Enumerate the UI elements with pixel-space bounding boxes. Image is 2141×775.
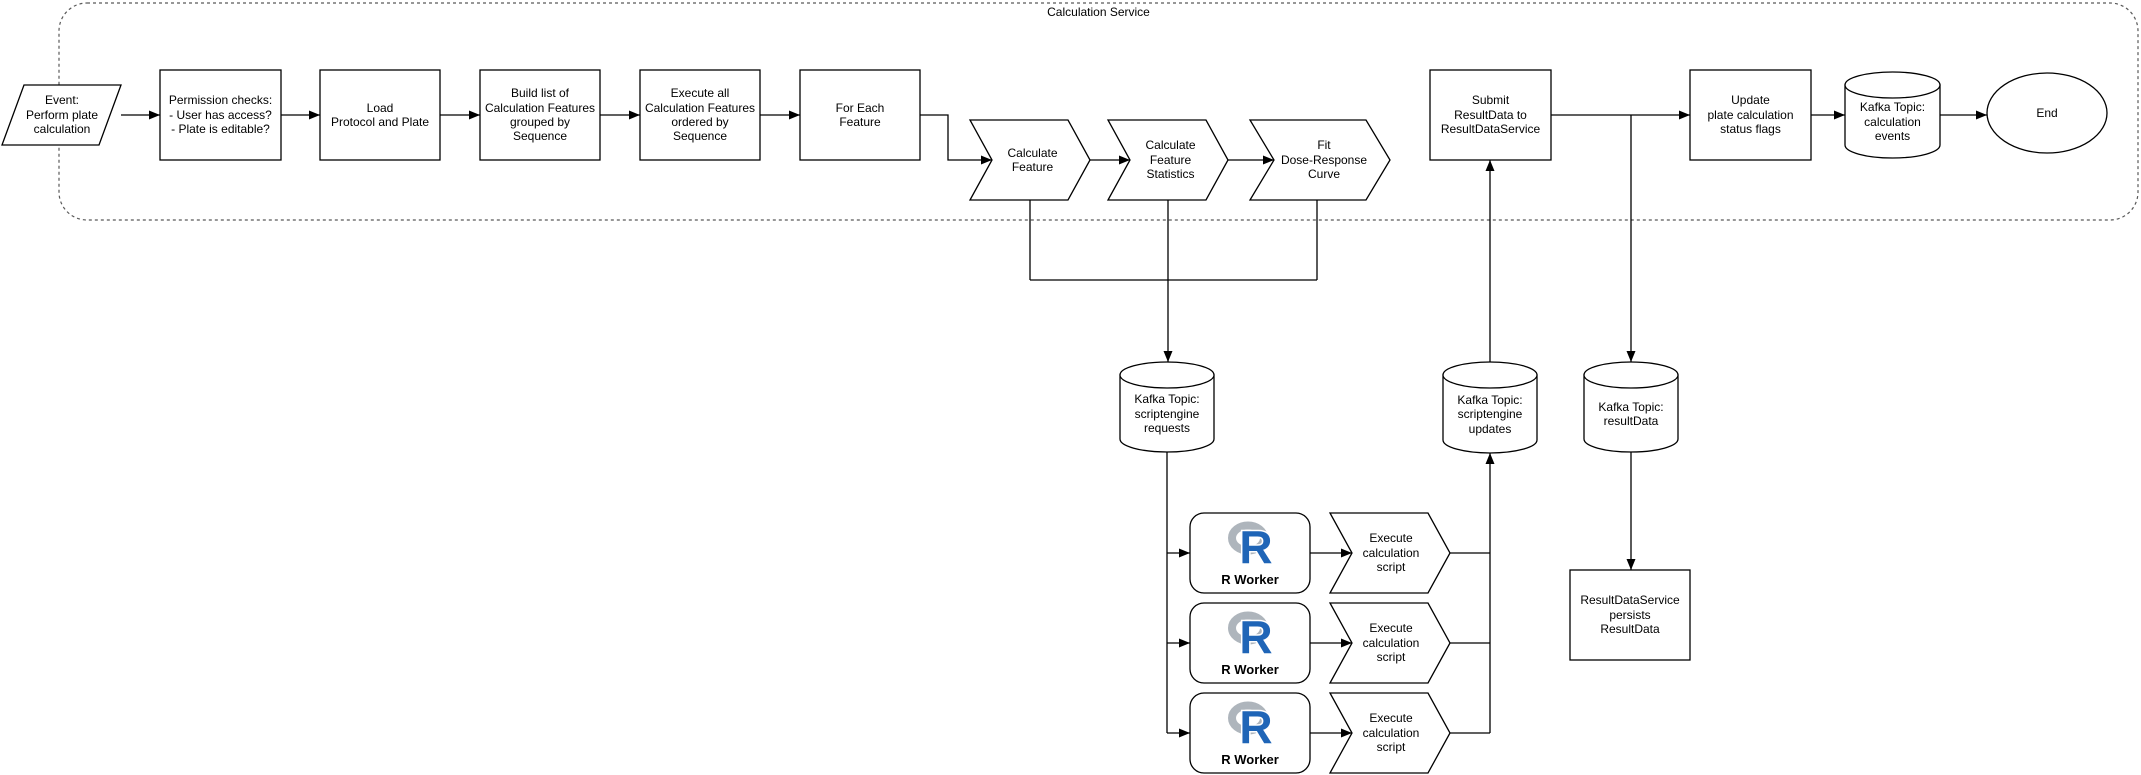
calculation-service-title: Calculation Service (1047, 5, 1150, 19)
load-protocol-box-shape (320, 70, 440, 160)
event-label: Event: Perform plate calculation (25, 93, 99, 137)
submit-resultdata-box-shape (1430, 70, 1551, 160)
for-each-label: For Each Feature (835, 100, 885, 129)
r-logo-letter: R (1239, 701, 1273, 753)
events-topic-cylinder-top (1845, 72, 1940, 98)
end-label: End (2036, 105, 2058, 120)
updates-topic-cylinder-top (1443, 362, 1537, 388)
exec-script-2-label: Execute calculation script (1362, 621, 1420, 665)
execute-all-box-shape (640, 70, 760, 160)
requests-topic-label: Kafka Topic: scriptengine requests (1134, 392, 1200, 436)
permission-checks-label: Permission checks: - User has access? - Plate is editable? (168, 93, 273, 137)
r-worker-3-label: R Worker (1221, 752, 1279, 768)
updates-topic-label: Kafka Topic: scriptengine updates (1457, 392, 1523, 436)
r-worker-2-label: R Worker (1221, 662, 1279, 678)
resultdataservice-box-shape (1570, 570, 1690, 660)
resultdataservice-label: ResultDataService persists ResultData (1580, 593, 1680, 637)
resultdata-topic-label: Kafka Topic: resultData (1598, 399, 1664, 428)
update-flags-label: Update plate calculation status flags (1707, 93, 1794, 137)
events-topic-label: Kafka Topic: calculation events (1859, 100, 1926, 144)
execute-all-label: Execute all Calculation Features ordered by Sequence (644, 86, 756, 144)
for-each-box-shape (800, 70, 920, 160)
update-flags-box-shape (1690, 70, 1811, 160)
exec-script-1-label: Execute calculation script (1362, 531, 1420, 575)
build-list-box-shape (480, 70, 600, 160)
build-list-label: Build list of Calculation Features grouped by Sequence (484, 86, 596, 144)
calculate-feature-label: Calculate Feature (1007, 145, 1058, 174)
calculate-statistics-label: Calculate Feature Statistics (1145, 138, 1196, 182)
r-logo-letter: R (1239, 611, 1273, 663)
requests-topic-cylinder-top (1120, 362, 1214, 388)
r-logo-letter: R (1239, 521, 1273, 573)
submit-resultdata-label: Submit ResultData to ResultDataService (1440, 93, 1541, 137)
event-parallelogram-shape (2, 85, 121, 145)
permission-checks-box-shape (160, 70, 281, 160)
r-worker-1-label: R Worker (1221, 572, 1279, 588)
load-protocol-label: Load Protocol and Plate (330, 100, 430, 129)
end-ellipse-shape (1987, 73, 2107, 153)
resultdata-topic-cylinder-top (1584, 362, 1678, 388)
exec-script-3-label: Execute calculation script (1362, 711, 1420, 755)
fit-curve-label: Fit Dose-Response Curve (1280, 138, 1368, 182)
